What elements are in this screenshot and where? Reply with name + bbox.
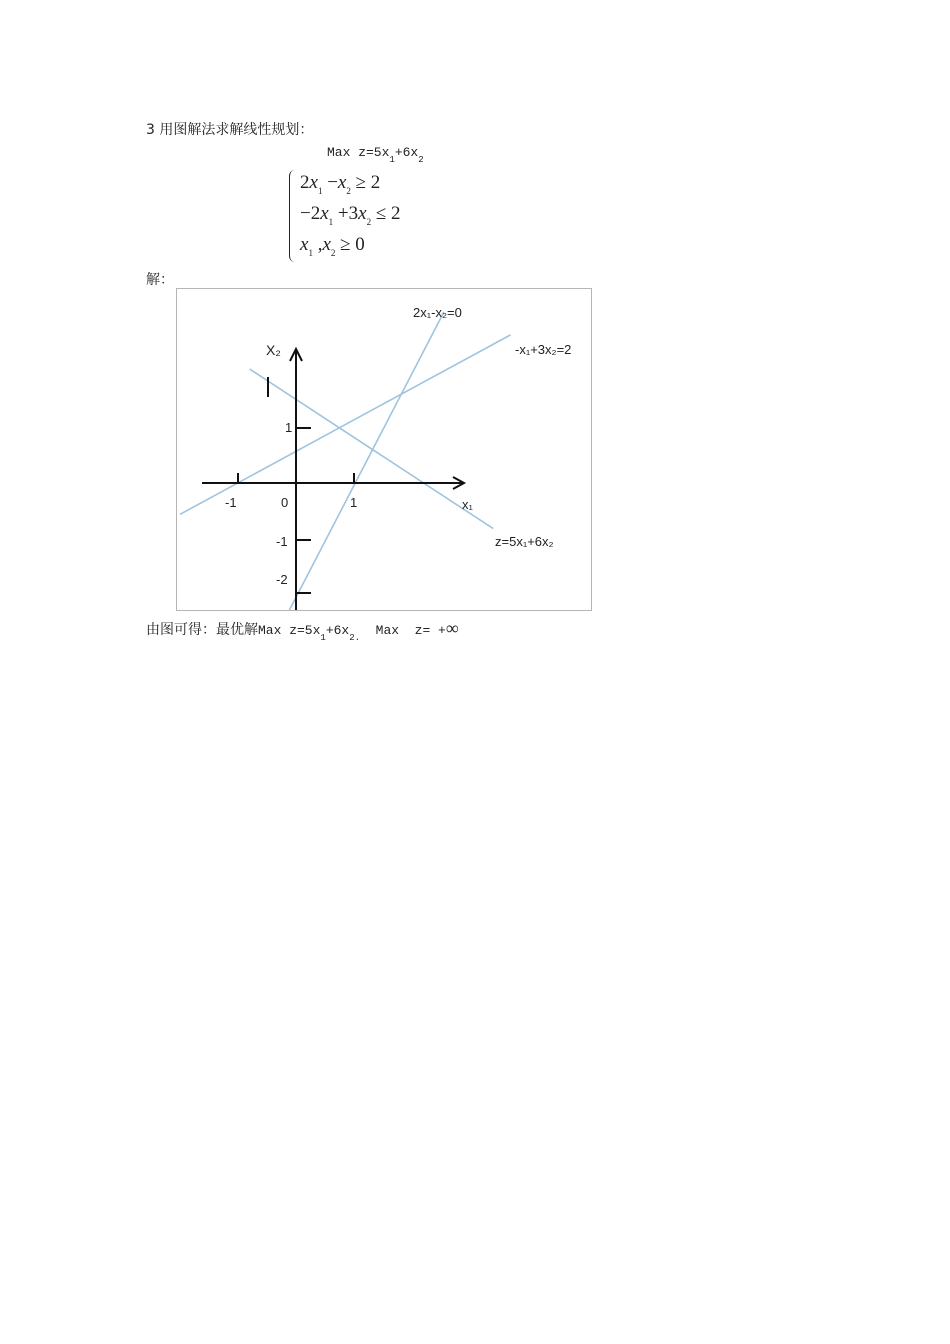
constraint-brace: [289, 170, 296, 262]
problem-heading: 3 用图解法求解线性规划：: [146, 122, 314, 138]
series-label-line2: -x₁+3x₂=2: [515, 342, 572, 357]
constraint-2: $-2x_1 +3x_2 \le 2$: [300, 203, 401, 227]
constraint-line-1: [287, 312, 444, 610]
constraint-3: $x_1$ $,x_2 \ge 0$: [300, 234, 365, 258]
graph-svg: [177, 289, 591, 610]
objective-function: Max $z=5x_1+6x_2$: [327, 145, 424, 165]
constraint-1: $2x_1 -x_2 \ge 2$: [300, 172, 381, 196]
series-label-line1: 2x₁-x₂=0: [413, 305, 462, 320]
x-tick-label: 0: [281, 495, 289, 510]
y-tick-label: -1: [276, 534, 288, 549]
x-tick-label: -1: [225, 495, 237, 510]
y-tick-label: -2: [276, 572, 288, 587]
y-axis-label: X₂: [266, 342, 281, 358]
graph-figure: [176, 288, 592, 611]
x-tick-label: 1: [350, 495, 358, 510]
x-axis-label: x₁: [462, 497, 473, 512]
y-tick-label: 1: [285, 420, 293, 435]
constraint-line-2: [180, 335, 511, 515]
infinity-symbol: ∞: [445, 618, 459, 638]
conclusion-line: 由图可得：最优解Max $z=5x_1+6x_{2.}$ Max z= +∞: [146, 618, 459, 643]
series-label-objective: z=5x₁+6x₂: [495, 534, 554, 549]
solution-label: 解：: [146, 272, 174, 288]
